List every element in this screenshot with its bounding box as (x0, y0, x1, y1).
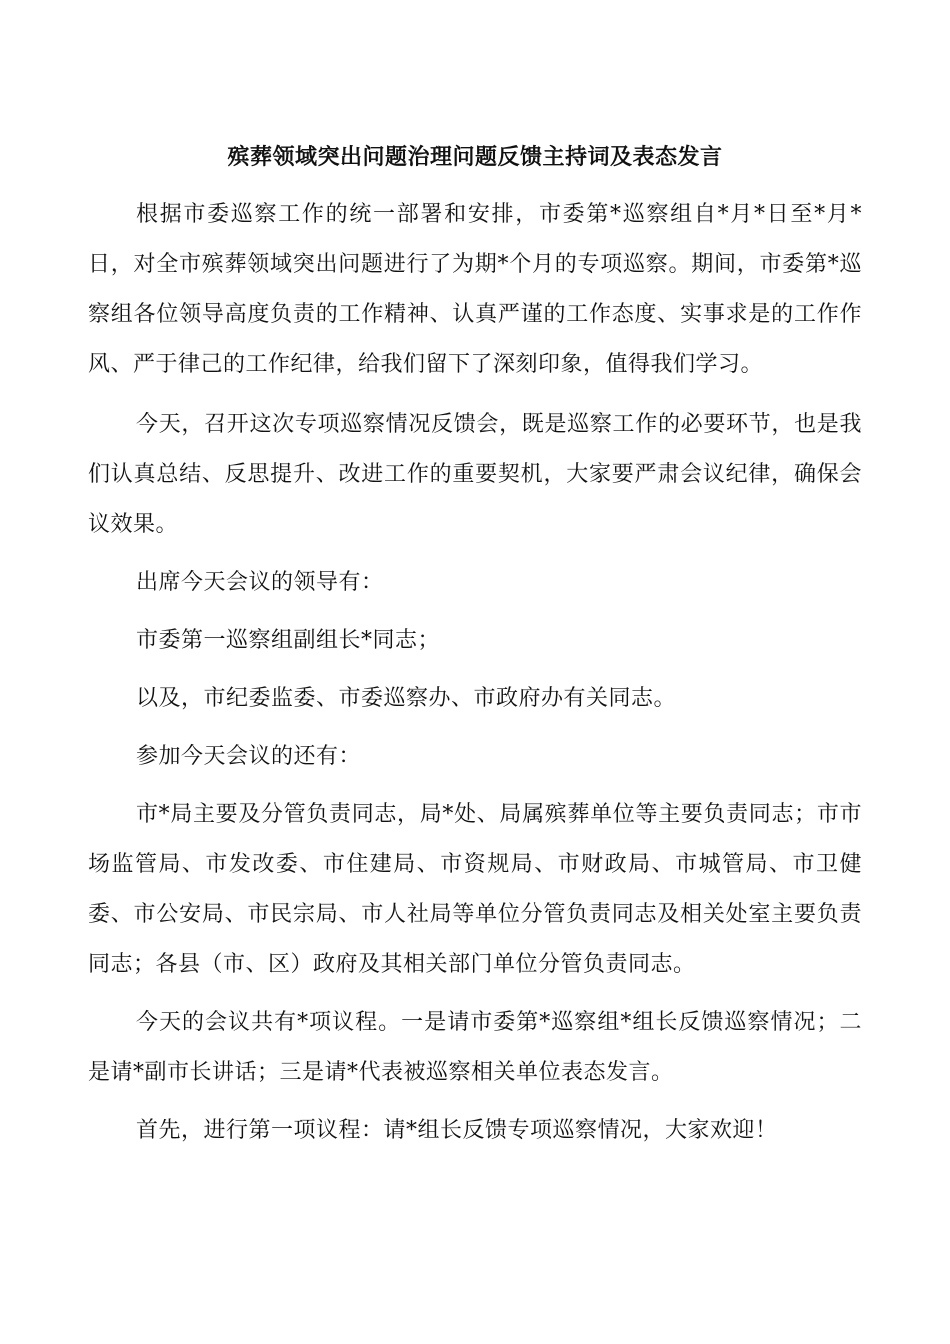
document-body (88, 190, 862, 1156)
paragraph-attending-leaders-intro: 出席今天会议的领导有： (136, 570, 384, 595)
paragraph-first-item: 首先，进行第一项议程：请*组长反馈专项巡察情况，大家欢迎！ (136, 1118, 778, 1143)
paragraph-deputy-leader: 市委第一巡察组副组长*同志； (136, 628, 441, 653)
paragraph-meeting-purpose: 今天，召开这次专项巡察情况反馈会，既是巡察工作的必要环节，也是我们认真总结、反思提升、改进工作的重要契机，大家要严肃会议纪律，确保会议效果。 (88, 412, 862, 537)
paragraph-agenda: 今天的会议共有*项议程。一是请市委第*巡察组*组长反馈巡察情况；二是请*副市长讲话；三是请*代表被巡察相关单位表态发言。 (88, 1010, 862, 1085)
paragraph-inspection-background: 根据市委巡察工作的统一部署和安排，市委第*巡察组自*月*日至*月*日，对全市殡葬领域突出问题进行了为期*个月的专项巡察。期间，市委第*巡察组各位领导高度负责的工作精神、认真严谨的工作态度、实事求是的工作作风、严于律己的工作纪律，给我们留下了深刻印象，值得我们学习。 (88, 202, 862, 377)
paragraph-participants-list: 市*局主要及分管负责同志，局*处、局属殡葬单位等主要负责同志；市市场监管局、市发改委、市住建局、市资规局、市财政局、市城管局、市卫健委、市公安局、市民宗局、市人社局等单位分管负责同志及相关处室主要负责同志；各县（市、区）政府及其相关部门单位分管负责同志。 (88, 802, 862, 977)
paragraph-participants-intro: 参加今天会议的还有： (136, 744, 362, 769)
paragraph-other-officials: 以及，市纪委监委、市委巡察办、市政府办有关同志。 (136, 686, 677, 711)
document-title: 殡葬领域突出问题治理问题反馈主持词及表态发言 (227, 144, 723, 170)
